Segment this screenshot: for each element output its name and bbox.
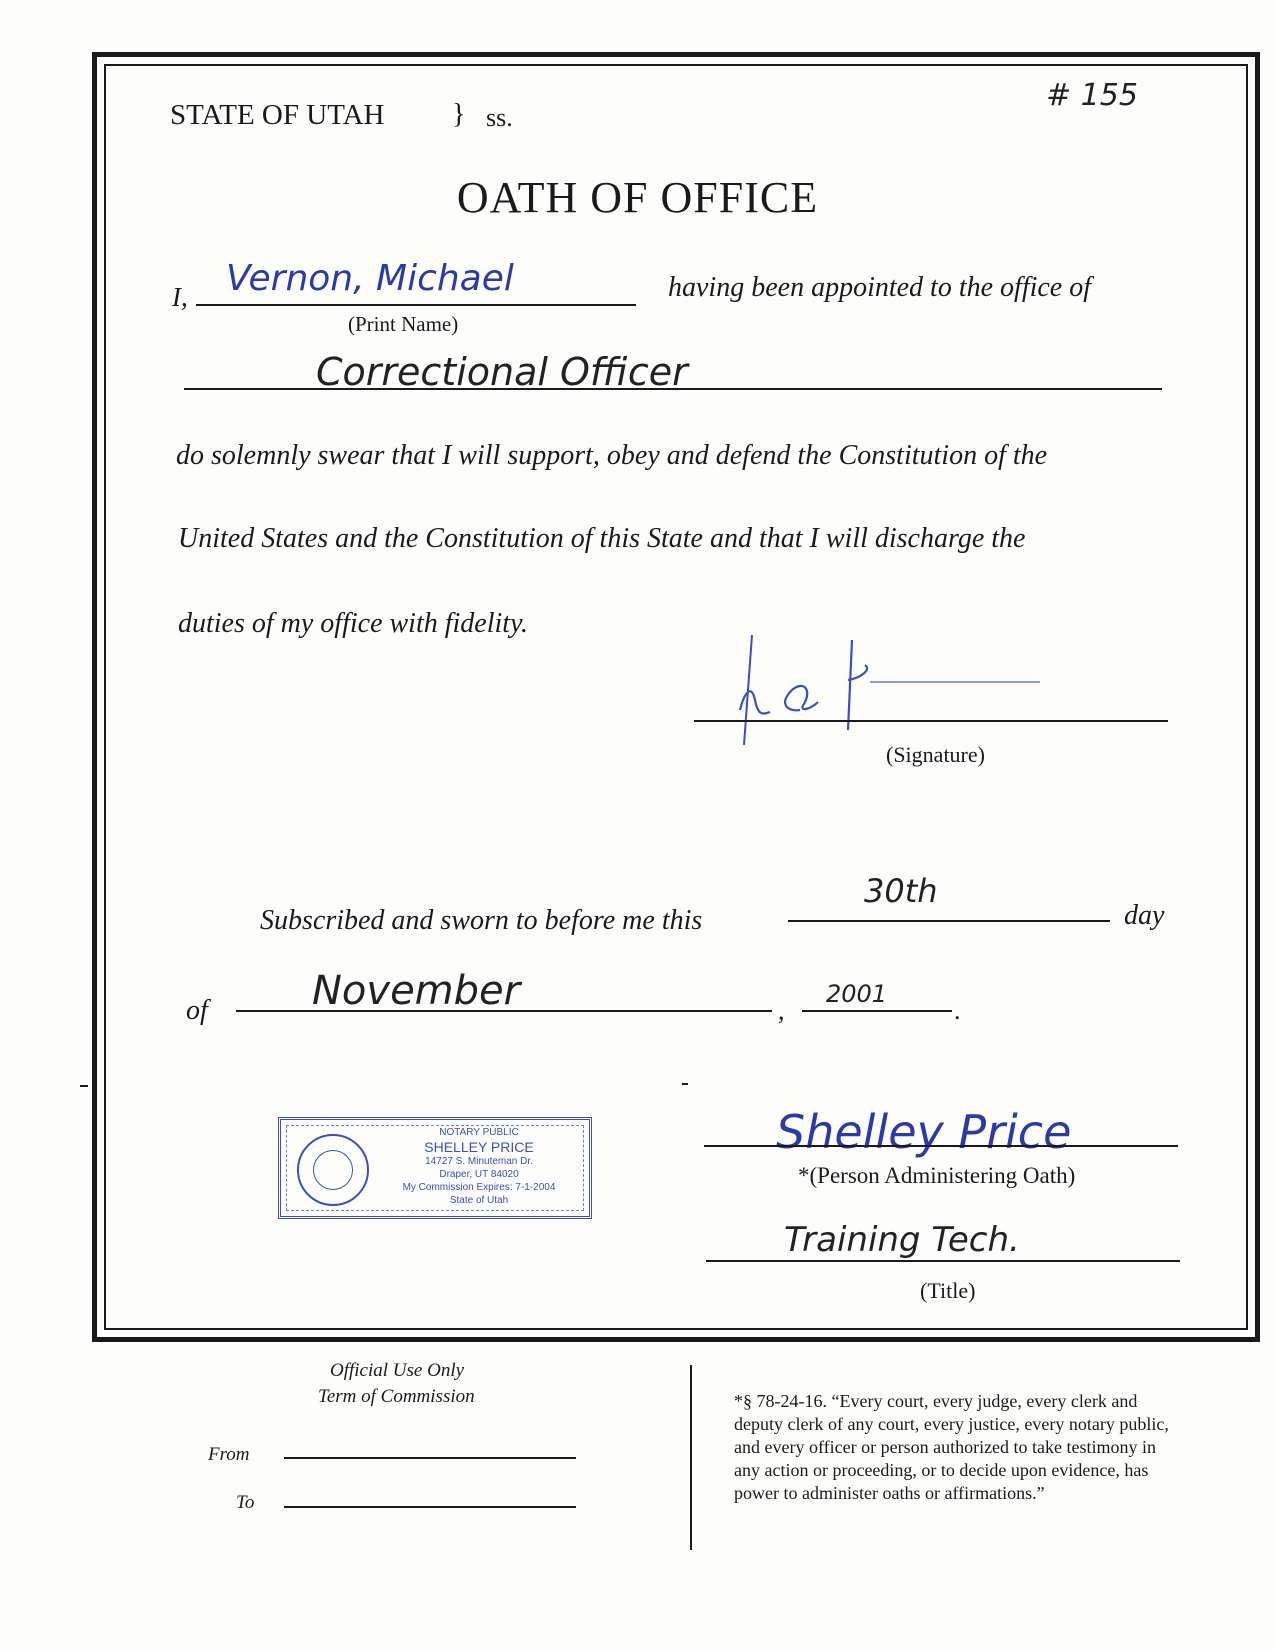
stamp-line-5: My Commission Expires: 7-1-2004 [402,1182,556,1193]
stray-mark [80,1085,88,1087]
page-title: OATH OF OFFICE [456,173,819,222]
of-label: of [186,995,208,1026]
sworn-text: Subscribed and sworn to before me this [260,905,703,936]
brace: } [452,99,466,130]
statute-line-1: *§ 78-24-16. “Every court, every judge, every clerk and [734,1391,1138,1411]
stray-mark [682,1083,688,1085]
stamp-text [381,1126,577,1207]
from-line [284,1457,576,1459]
to-label: To [236,1492,255,1513]
document-number: # 155 [1046,78,1138,113]
comma: , [778,996,785,1025]
administrator-line [704,1145,1178,1147]
statute-line-2: deputy clerk of any court, every justice, every notary public, [734,1414,1169,1434]
statute-line-5: power to administer oaths or affirmations.” [734,1483,1045,1503]
name-line [196,304,636,306]
day-label: day [1124,900,1165,931]
notary-stamp [278,1117,592,1219]
stamp-line-1: NOTARY PUBLIC [439,1127,519,1138]
signature-caption: (Signature) [886,742,985,767]
month-value: November [312,968,521,1014]
administrator-caption: *(Person Administering Oath) [798,1163,1076,1188]
ss-label: ss. [486,103,513,132]
printed-name: Vernon, Michael [226,258,514,299]
stamp-line-6: State of Utah [449,1195,509,1206]
year-value: 2001 [826,980,888,1008]
oath-line-1: do solemnly swear that I will support, obey and defend the Constitution of the [176,440,1048,471]
statute-line-4: any action or proceeding, or to decide upon evidence, has [734,1460,1149,1480]
state-seal-icon [297,1134,369,1206]
stamp-line-4: Draper, UT 84020 [439,1169,519,1180]
appointed-text: having been appointed to the office of [668,272,1092,303]
state-heading: STATE OF UTAH [170,99,385,131]
stamp-line-3: 14727 S. Minuteman Dr. [425,1156,533,1167]
term-heading: Term of Commission [318,1386,475,1407]
month-line [236,1010,772,1012]
oath-line-3: duties of my office with fidelity. [178,608,528,639]
office-value: Correctional Officer [316,350,688,394]
official-use-heading: Official Use Only [330,1360,465,1381]
title-line [706,1260,1180,1262]
stamp-line-2: SHELLEY PRICE [424,1139,534,1155]
period: . [954,996,961,1025]
title-value: Training Tech. [784,1220,1020,1260]
section-divider [690,1365,692,1550]
statute-line-3: and every officer or person authorized to take testimony in [734,1437,1157,1457]
print-name-caption: (Print Name) [348,312,459,336]
inner-border [104,64,1248,1330]
statute-text [734,1390,1254,1505]
office-line [184,388,1162,390]
title-caption: (Title) [920,1278,976,1303]
administrator-signature: Shelley Price [776,1105,1072,1159]
i-prefix: I, [172,282,188,312]
to-line [284,1506,576,1508]
from-label: From [208,1444,250,1465]
seal-center [313,1150,353,1190]
day-value: 30th [864,872,938,910]
signature-line [694,720,1168,722]
year-line [802,1010,952,1012]
officer-signature [700,620,1060,750]
day-line [788,920,1110,922]
oath-line-2: United States and the Constitution of this State and that I will discharge the [178,523,1026,554]
